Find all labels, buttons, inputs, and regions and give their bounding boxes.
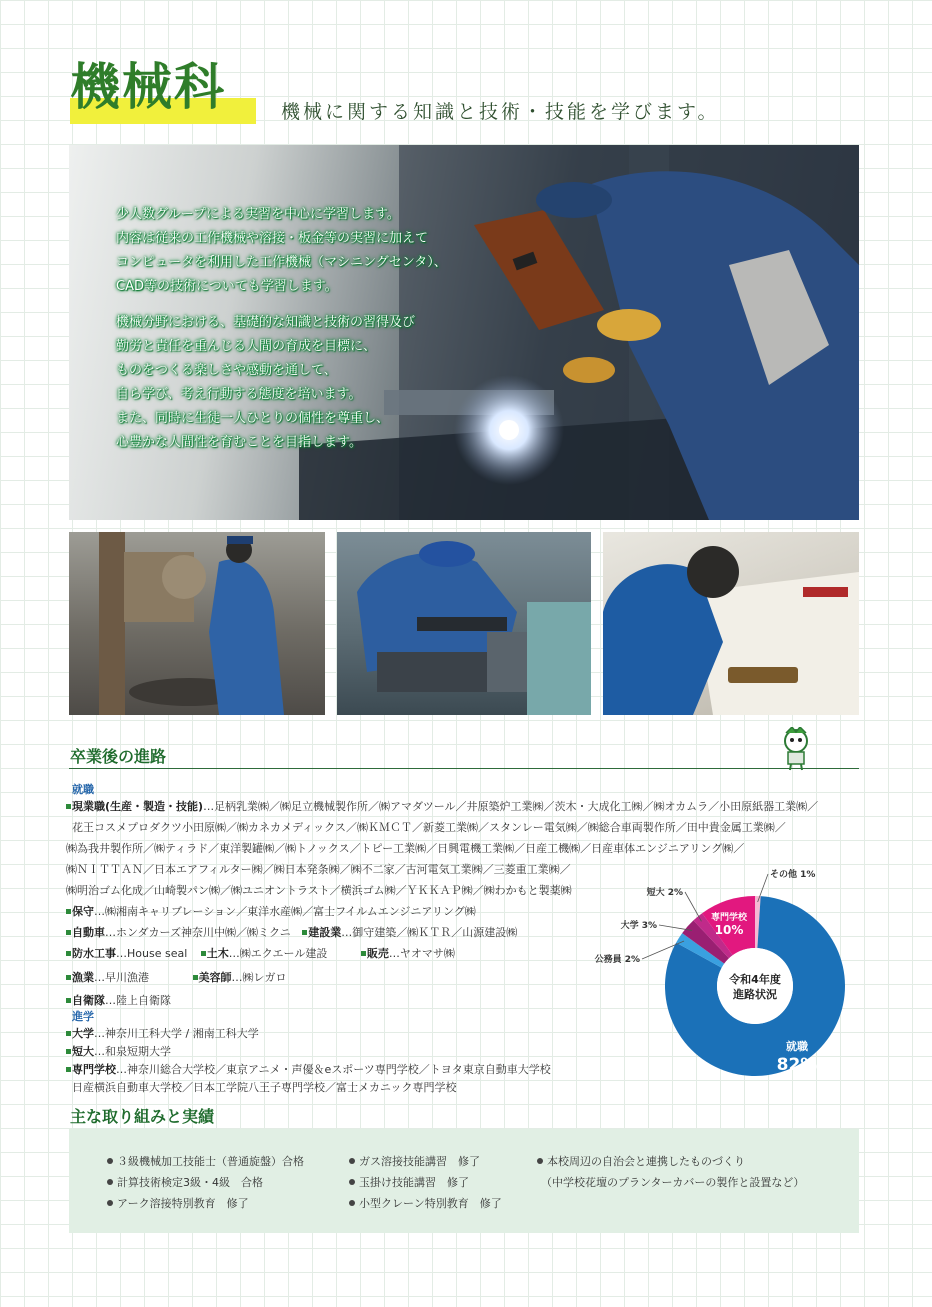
company-list: ㈱為我井製作所／㈱ティラド／東洋製罐㈱／㈱トノックス／トピー工業㈱／日興電機工業㈱／日産工機㈱／日産車体エンジニアリング㈱／ bbox=[66, 842, 745, 855]
company-list: …㈱エクエール建設 bbox=[228, 947, 328, 960]
result-text: 本校周辺の自治会と連携したものづくり bbox=[547, 1155, 745, 1168]
category-label: 美容師 bbox=[193, 971, 232, 984]
data-label-専門学校: 専門学校 bbox=[710, 913, 748, 923]
list-item bbox=[349, 1193, 502, 1214]
company-list: …足柄乳業㈱／㈱足立機械製作所／㈱アマダツール／井原築炉工業㈱／茨木・大成化工㈱／㈱オカムラ／小田原紙器工業㈱／ bbox=[203, 800, 819, 813]
career-pie-chart bbox=[585, 862, 885, 1087]
list-item bbox=[349, 1172, 502, 1193]
data-label-短大: 短大 2% bbox=[646, 888, 683, 898]
bullet-icon bbox=[107, 1200, 113, 1206]
list-item bbox=[66, 967, 606, 988]
list-item bbox=[66, 1079, 626, 1097]
list-item bbox=[66, 943, 606, 964]
company-list: ㈱明治ゴム化成／山崎製パン㈱／㈱ユニオントラスト／横浜ゴム㈱／ＹＫＫＡＰ㈱／㈱わかもと製薬㈱ bbox=[66, 884, 572, 897]
list-item bbox=[66, 922, 606, 943]
page-subtitle: 機械に関する知識と技術・技能を学びます。 bbox=[281, 101, 720, 123]
company-list: …陸上自衛隊 bbox=[105, 994, 171, 1007]
hero-line: 機械分野における、基礎的な知識と技術の習得及び bbox=[116, 315, 416, 330]
results-column-3 bbox=[537, 1151, 804, 1193]
result-text: 計算技術検定3級・4級 合格 bbox=[117, 1176, 263, 1189]
school-list: …神奈川総合大学校／東京アニメ・声優＆eスポーツ専門学校／トヨタ東京自動車大学校 bbox=[116, 1063, 551, 1076]
company-list: …ヤオマサ㈱ bbox=[388, 947, 455, 960]
hero-paragraph-1 bbox=[116, 203, 446, 299]
hero-description bbox=[116, 203, 446, 467]
data-label-専門学校-value: 10% bbox=[714, 923, 744, 937]
mascot-icon bbox=[778, 727, 814, 775]
category-label: 販売 bbox=[361, 947, 389, 960]
pie-center-label: 令和4年度 bbox=[729, 973, 781, 986]
pie-chart-svg bbox=[585, 862, 885, 1087]
category-label: 防水工事 bbox=[66, 947, 116, 960]
leader-line-短大 bbox=[685, 892, 701, 921]
lathe-photo bbox=[337, 532, 591, 715]
results-column-1 bbox=[107, 1151, 304, 1214]
data-label-就職-value: 82% bbox=[776, 1055, 818, 1075]
hero-line: 少人数グループによる実習を中心に学習します。 bbox=[116, 207, 400, 222]
bullet-icon bbox=[107, 1158, 113, 1164]
category-label: 土木 bbox=[201, 947, 229, 960]
category-label: 建設業 bbox=[302, 926, 341, 939]
company-list: ㈱ＮＩＴＴＡＮ／日本エアフィルター㈱／㈱日本発条㈱／㈱不二家／古河電気工業㈱／三菱重工業㈱／ bbox=[66, 863, 571, 876]
category-label: 短大 bbox=[66, 1045, 94, 1058]
list-item bbox=[107, 1172, 304, 1193]
hero-line: 心豊かな人間性を育むことを目指します。 bbox=[116, 435, 362, 450]
list-item bbox=[66, 1025, 626, 1043]
hero-line: 内容は従来の工作機械や溶接・板金等の実習に加えて bbox=[116, 231, 429, 246]
company-list: 花王コスメプロダクツ小田原㈱／㈱カネカメディックス／㈱ＫＭＣＴ／新菱工業㈱／スタンレー電気㈱／㈱総合車両製作所／田中貴金属工業㈱／ bbox=[72, 821, 786, 834]
results-box bbox=[69, 1129, 859, 1233]
company-list: …早川漁港 bbox=[94, 971, 149, 984]
result-text: 小型クレーン特別教育 修了 bbox=[359, 1197, 502, 1210]
pie-center-label: 進路状況 bbox=[733, 988, 777, 1001]
category-label: 自動車 bbox=[66, 926, 105, 939]
school-list: …神奈川工科大学 / 湘南工科大学 bbox=[94, 1027, 259, 1040]
pie-center bbox=[717, 948, 793, 1024]
data-label-その他: その他 1% bbox=[770, 870, 816, 880]
employment-heading: 就職 bbox=[72, 783, 94, 796]
page-title: 機械科 bbox=[70, 58, 226, 116]
category-label: 自衛隊 bbox=[66, 994, 105, 1007]
result-text: ガス溶接技能講習 修了 bbox=[359, 1155, 480, 1168]
hero-line: 勤労と責任を重んじる人間の育成を目標に、 bbox=[116, 339, 377, 354]
bullet-icon bbox=[349, 1200, 355, 1206]
drill-press-photo bbox=[69, 532, 325, 715]
result-text: アーク溶接特別教育 修了 bbox=[117, 1197, 249, 1210]
hero-line: コンピュータを利用した工作機械（マシニングセンタ）、 bbox=[116, 255, 447, 270]
result-text: ３級機械加工技能士（普通旋盤）合格 bbox=[117, 1155, 304, 1168]
hero-line: 自ら学び、考え行動する態度を培います。 bbox=[116, 387, 362, 402]
list-item bbox=[66, 990, 606, 1011]
list-item bbox=[66, 1043, 626, 1061]
results-column-2 bbox=[349, 1151, 502, 1214]
data-label-大学: 大学 3% bbox=[620, 921, 657, 931]
hero-line: また、同時に生徒一人ひとりの個性を尊重し、 bbox=[116, 411, 390, 426]
hero-line: ものをつくる楽しさや感動を通して、 bbox=[116, 363, 337, 378]
school-list: …和泉短期大学 bbox=[94, 1045, 171, 1058]
list-item bbox=[66, 838, 871, 859]
data-label-就職: 就職 bbox=[786, 1040, 808, 1053]
career-heading: 卒業後の進路 bbox=[70, 747, 167, 766]
hero-line: CAD等の技術についても学習します。 bbox=[116, 279, 338, 294]
category-label: 現業職(生産・製造・技能) bbox=[66, 800, 203, 813]
result-text: （中学校花壇のプランターカバーの製作と設置など） bbox=[541, 1176, 805, 1189]
list-item bbox=[66, 901, 606, 922]
list-item bbox=[349, 1151, 502, 1172]
career-heading-divider bbox=[69, 768, 859, 769]
list-item bbox=[66, 1061, 626, 1079]
list-item bbox=[107, 1193, 304, 1214]
company-list: …御守建築／㈱ＫＴＲ／山源建設㈱ bbox=[341, 926, 518, 939]
category-label: 漁業 bbox=[66, 971, 94, 984]
list-item bbox=[537, 1151, 804, 1172]
category-label: 保守 bbox=[66, 905, 94, 918]
bullet-icon bbox=[537, 1158, 543, 1164]
result-text: 玉掛け技能講習 修了 bbox=[359, 1176, 469, 1189]
company-list: …House seal bbox=[116, 947, 188, 960]
bullet-icon bbox=[107, 1179, 113, 1185]
list-item bbox=[107, 1151, 304, 1172]
drafting-photo bbox=[603, 532, 859, 715]
category-label: 大学 bbox=[66, 1027, 94, 1040]
list-item bbox=[537, 1172, 804, 1193]
company-list: …ホンダカーズ神奈川中㈱／㈱ミクニ bbox=[105, 926, 291, 939]
other-employment-list bbox=[66, 901, 606, 1011]
bullet-icon bbox=[349, 1158, 355, 1164]
hero-paragraph-2 bbox=[116, 311, 446, 455]
bullet-icon bbox=[349, 1179, 355, 1185]
company-list: …㈱湘南キャリブレーション／東洋水産㈱／富士フイルムエンジニアリング㈱ bbox=[94, 905, 476, 918]
hero-welding-photo bbox=[69, 145, 859, 520]
category-label: 専門学校 bbox=[66, 1063, 116, 1076]
education-list bbox=[66, 1025, 626, 1097]
education-heading: 進学 bbox=[72, 1010, 94, 1023]
company-list: …㈱レガロ bbox=[231, 971, 287, 984]
results-heading: 主な取り組みと実績 bbox=[70, 1107, 215, 1126]
data-label-公務員: 公務員 2% bbox=[594, 955, 640, 965]
school-list: 日産横浜自動車大学校／日本工学院八王子専門学校／富士メカニック専門学校 bbox=[72, 1081, 457, 1094]
list-item bbox=[66, 796, 871, 817]
list-item bbox=[66, 817, 871, 838]
